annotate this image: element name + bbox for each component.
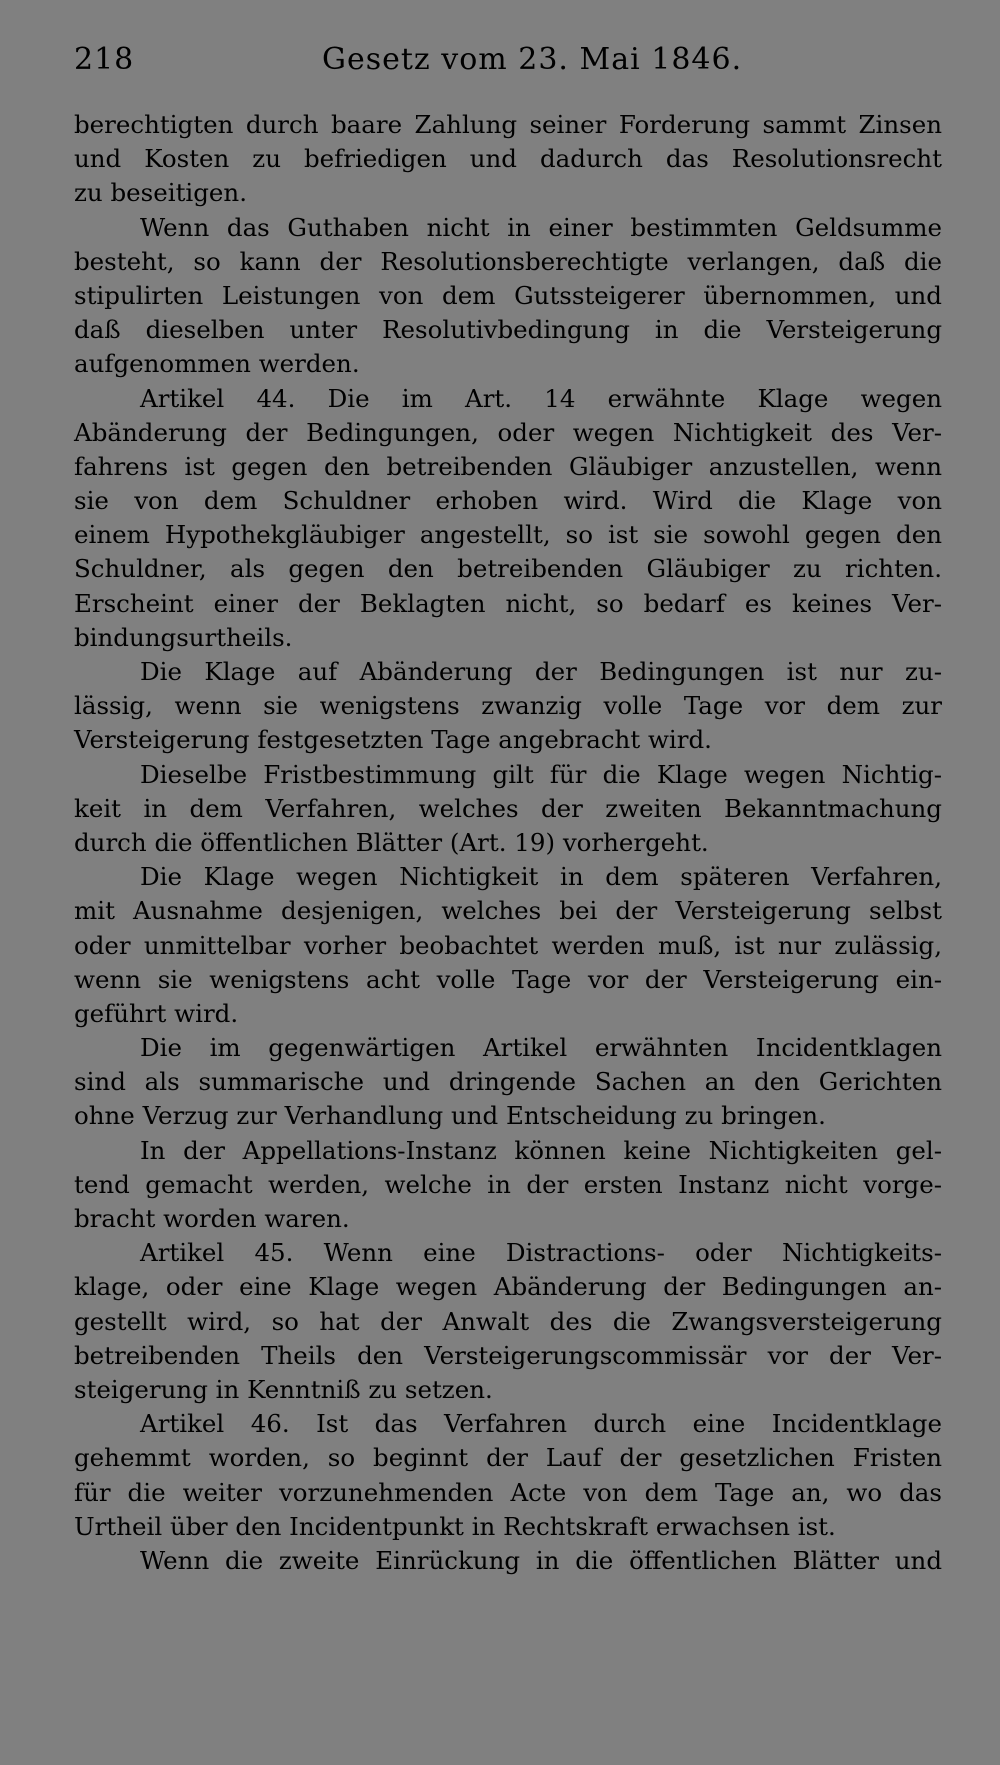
- text-line: Abänderung der Bedingungen, oder wegen Nichtigkeit des Ver-: [74, 417, 942, 447]
- text-line: Dieselbe Fristbestimmung gilt für die Klage wegen Nichtig-: [140, 759, 942, 789]
- text-line: für die weiter vorzunehmenden Acte von dem Tage an, wo das: [74, 1477, 942, 1507]
- text-line: berechtigten durch baare Zahlung seiner Forderung sammt Zinsen: [74, 110, 942, 139]
- text-line: oder unmittelbar vorher beobachtet werden muß, ist nur zulässig,: [74, 930, 942, 960]
- text-line: gestellt wird, so hat der Anwalt des die Zwangsversteigerung: [74, 1306, 942, 1336]
- text-line: Versteigerung festgesetzten Tage angebracht wird.: [74, 725, 712, 755]
- text-line: steigerung in Kenntniß zu setzen.: [74, 1374, 493, 1404]
- text-line: mit Ausnahme desjenigen, welches bei der Versteigerung selbst: [74, 896, 942, 926]
- text-line: sie von dem Schuldner erhoben wird. Wird die Klage von: [74, 486, 942, 516]
- text-line: Artikel 46. Ist das Verfahren durch eine Incidentklage: [140, 1409, 942, 1439]
- text-line: Artikel 44. Die im Art. 14 erwähnte Klage wegen: [140, 383, 942, 413]
- text-line: fahrens ist gegen den betreibenden Gläubiger anzustellen, wenn: [74, 451, 942, 481]
- text-line: In der Appellations-Instanz können keine Nichtigkeiten gel-: [140, 1135, 942, 1165]
- text-line: Urtheil über den Incidentpunkt in Rechtskraft erwachsen ist.: [74, 1511, 836, 1541]
- text-line: sind als summarische und dringende Sachen an den Gerichten: [74, 1067, 942, 1097]
- text-line: Die Klage auf Abänderung der Bedingungen ist nur zu-: [140, 657, 942, 686]
- text-line: einem Hypothekgläubiger angestellt, so ist sie sowohl gegen den: [74, 520, 942, 550]
- body-text: [74, 108, 942, 1578]
- text-line: bindungsurtheils.: [74, 622, 293, 652]
- page-number: 218: [74, 42, 135, 77]
- text-line: aufgenommen werden.: [74, 349, 360, 379]
- text-line: Die im gegenwärtigen Artikel erwähnten Incidentklagen: [140, 1033, 942, 1063]
- text-line: stipulirten Leistungen von dem Gutssteigerer übernommen, und: [74, 280, 942, 310]
- running-title: Gesetz vom 23. Mai 1846.: [322, 42, 743, 77]
- text-line: daß dieselben unter Resolutivbedingung in die Versteigerung: [74, 315, 942, 345]
- text-line: zu beseitigen.: [74, 178, 247, 208]
- text-line: ohne Verzug zur Verhandlung und Entscheidung zu bringen.: [74, 1101, 826, 1131]
- text-line: wenn sie wenigstens acht volle Tage vor der Versteigerung ein-: [74, 964, 942, 994]
- page-header: [72, 38, 942, 84]
- text-line: lässig, wenn sie wenigstens zwanzig volle Tage vor dem zur: [74, 691, 942, 721]
- text-line: Die Klage wegen Nichtigkeit in dem späteren Verfahren,: [140, 862, 942, 892]
- text-line: und Kosten zu befriedigen und dadurch das Resolutionsrecht: [74, 144, 942, 174]
- text-line: geführt wird.: [74, 998, 239, 1028]
- text-line: Wenn die zweite Einrückung in die öffentlichen Blätter und: [140, 1545, 942, 1575]
- text-line: Schuldner, als gegen den betreibenden Gläubiger zu richten.: [74, 554, 942, 584]
- text-line: tend gemacht werden, welche in der ersten Instanz nicht vorge-: [74, 1169, 942, 1199]
- text-line: Erscheint einer der Beklagten nicht, so bedarf es keines Ver-: [74, 588, 942, 618]
- text-line: gehemmt worden, so beginnt der Lauf der gesetzlichen Fristen: [74, 1443, 942, 1473]
- text-line: Wenn das Guthaben nicht in einer bestimmten Geldsumme: [140, 212, 942, 242]
- text-line: besteht, so kann der Resolutionsberechtigte verlangen, daß die: [74, 246, 942, 276]
- text-line: durch die öffentlichen Blätter (Art. 19) vorhergeht.: [74, 827, 709, 857]
- text-line: bracht worden waren.: [74, 1204, 350, 1233]
- text-line: Artikel 45. Wenn eine Distractions- oder Nichtigkeits-: [140, 1238, 942, 1268]
- text-line: klage, oder eine Klage wegen Abänderung der Bedingungen an-: [74, 1272, 942, 1302]
- text-line: betreibenden Theils den Versteigerungscommissär vor der Ver-: [74, 1340, 942, 1370]
- text-line: keit in dem Verfahren, welches der zweiten Bekanntmachung: [74, 793, 942, 823]
